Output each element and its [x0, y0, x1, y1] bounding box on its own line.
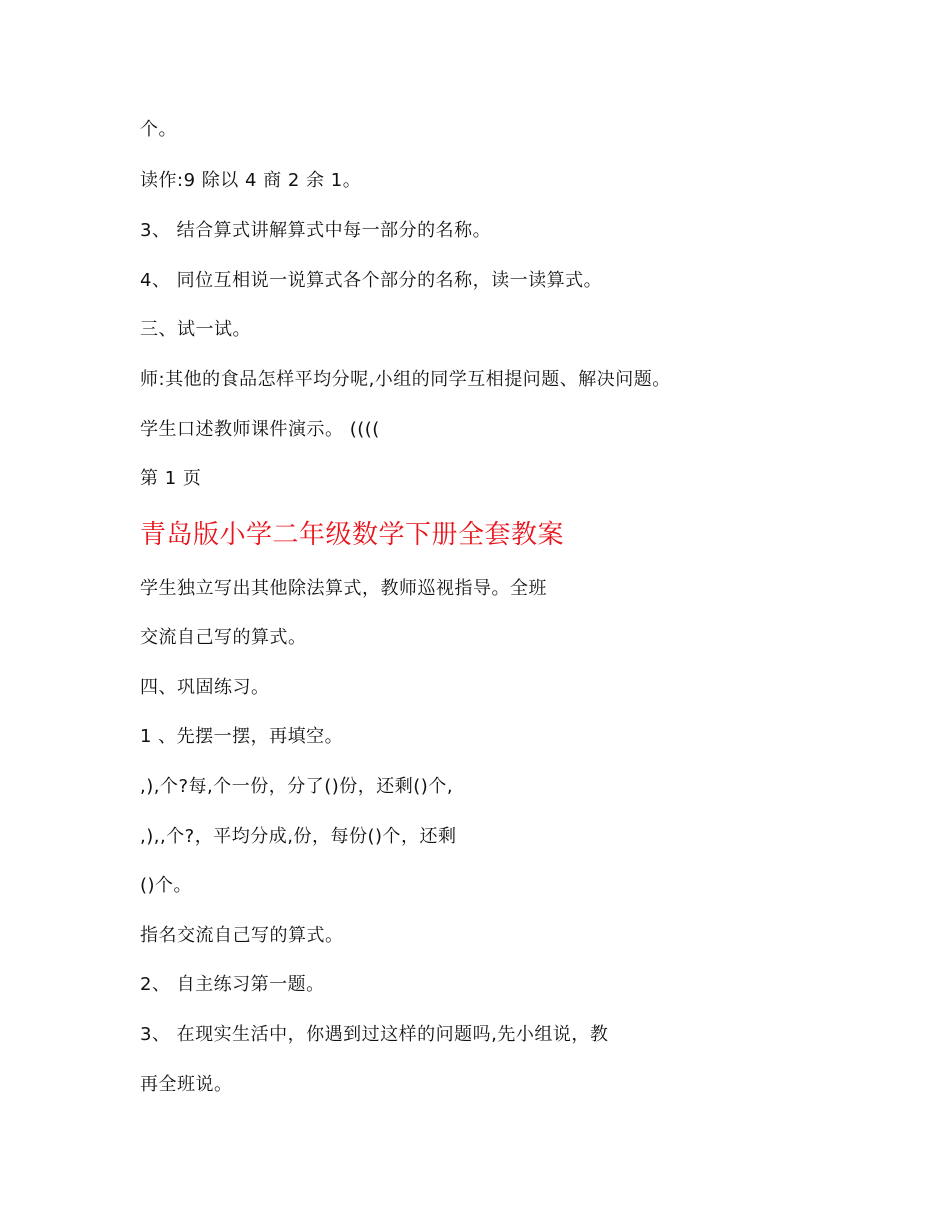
text-line: 师:其他的食品怎样平均分呢,小组的同学互相提问题、解决问题。 [140, 369, 671, 390]
text-line: 学生独立写出其他除法算式，教师巡视指导。全班 [140, 578, 547, 599]
text-line: ,),个?每,个一份，分了()份，还剩()个, [140, 776, 454, 797]
text-line: ,),,个?，平均分成,份，每份()个，还剩 [140, 826, 457, 847]
section-heading: 四、巩固练习。 [140, 677, 270, 698]
text-line: 再全班说。 [140, 1074, 233, 1095]
text-line: 读作:9 除以 4 商 2 余 1。 [140, 170, 362, 191]
text-line: 学生口述教师课件演示。 (((( [140, 419, 380, 440]
text-line: 4、 同位互相说一说算式各个部分的名称，读一读算式。 [140, 270, 603, 291]
document-header-title: 青岛版小学二年级数学下册全套教案 [140, 520, 565, 550]
text-line: 指名交流自己写的算式。 [140, 925, 344, 946]
text-line: 交流自己写的算式。 [140, 627, 307, 648]
text-line: 3、 在现实生活中，你遇到过这样的问题吗,先小组说，教 [140, 1024, 609, 1045]
section-heading: 三、试一试。 [140, 319, 251, 340]
text-line: 1 、先摆一摆，再填空。 [140, 726, 344, 747]
page-number: 第 1 页 [140, 468, 202, 489]
text-line: 2、 自主练习第一题。 [140, 974, 325, 995]
text-line: ()个。 [140, 875, 193, 896]
text-line: 个。 [140, 119, 177, 140]
text-line: 3、 结合算式讲解算式中每一部分的名称。 [140, 220, 492, 241]
